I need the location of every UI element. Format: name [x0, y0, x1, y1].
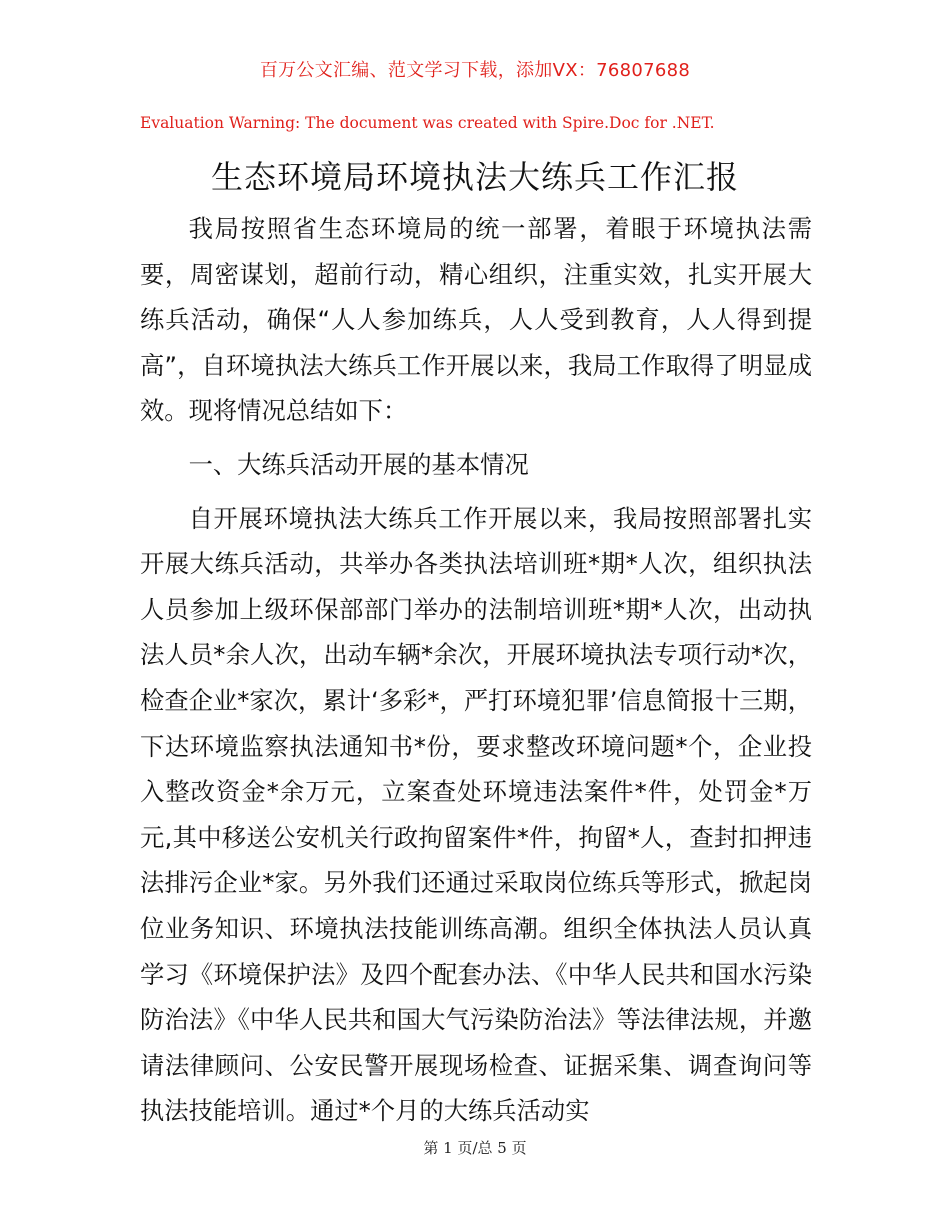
- document-title: 生态环境局环境执法大练兵工作汇报: [210, 158, 739, 196]
- paragraph-intro: 我局按照省生态环境局的统一部署，着眼于环境执法需要，周密谋划，超前行动，精心组织，注重实效，扎实开展大练兵活动，确保“人人参加练兵，人人受到教育，人人得到提高”，自环境执法大练兵工作开展以来，我局工作取得了明显成效。现将情况总结如下：: [140, 214, 812, 426]
- evaluation-warning: Evaluation Warning: The document was created with Spire.Doc for .NET.: [140, 114, 715, 132]
- header-ad-text: 百万公文汇编、范文学习下载，添加VX：76807688: [259, 60, 691, 81]
- section-heading: 一、大练兵活动开展的基本情况: [188, 449, 529, 479]
- page-number: 第 1 页/总 5 页: [423, 1139, 527, 1157]
- paragraph-body: 自开展环境执法大练兵工作开展以来，我局按照部署扎实开展大练兵活动，共举办各类执法培训班*期*人次，组织执法人员参加上级环保部部门举办的法制培训班*期*人次，出动执法人员*余人次，出动车辆*余次，开展环境执法专项行动*次，检查企业*家次，累计‘多彩*，严打环境犯罪’信息简报十三期，下达环境监察执法通知书*份，要求整改环境问题*个，企业投入整改资金*余万元，立案查处环境违法案件*件，处罚金*万元,其中移送公安机关行政拘留案件*件，拘留*人，查封扣押违法排污企业*家。另外我们还通过采取岗位练兵等形式，掀起岗位业务知识、环境执法技能训练高潮。组织全体执法人员认真学习《环境保护法》及四个配套办法、《中华人民共和国水污染防治法》《中华人民共和国大气污染防治法》等法律法规，并邀请法律顾问、公安民警开展现场检查、证据采集、调查询问等执法技能培训。通过*个月的大练兵活动实: [140, 503, 812, 1126]
- document-body: [140, 206, 812, 1142]
